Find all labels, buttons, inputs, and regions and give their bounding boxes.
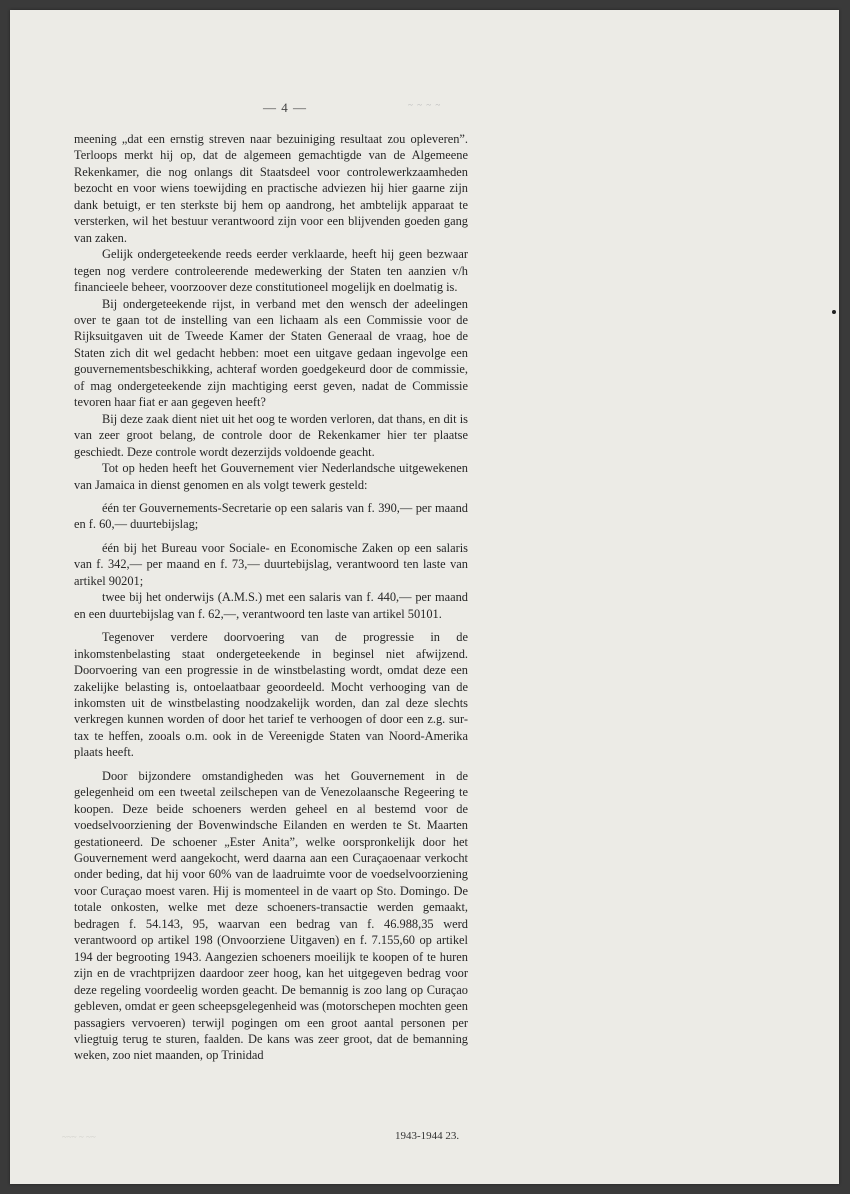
paragraph: Tot op heden heeft het Gouvernement vier Nederlandsche uitgewekenen van Jamaica in dienst genomen en als volgt tewerk gesteld: (74, 461, 468, 492)
list-item: twee bij het onderwijs (A.M.S.) met een salaris van f. 440,— per maand en een duurtebijslag van f. 62,—, verantwoord ten laste van artikel 50101. (74, 590, 468, 621)
body-text (74, 131, 468, 1064)
bleed-through-mark: ~~~ ~ ~~ (62, 1132, 96, 1142)
bleed-through-mark: ~ ~ ~ ~ (408, 100, 442, 110)
paragraph: Gelijk ondergeteekende reeds eerder verklaarde, heeft hij geen bezwaar tegen nog verdere controleerende medewerking der Staten ten aanzien v/h financieele beheer, voorzoover deze constitutioneel mogelijk en doelmatig is. (74, 247, 468, 295)
document-page (10, 10, 839, 1184)
paragraph: Door bijzondere omstandigheden was het Gouvernement in de gelegenheid om een tweetal zeilschepen van de Venezolaansche Regeering te koopen. Deze beide schoeners werden geheel en al bestemd voor de voedselvoorziening der Bovenwindsche Eilanden en werden te St. Maarten gestationeerd. De schoener „Ester Anita”, welke oorspronkelijk door het Gouvernement werd aangekocht, werd daarna aan een Curaçaoenaar verkocht onder beding, dat hij voor 60% van de laadruimte voor de voedselvoorziening voor Curaçao moest varen. Hij is momenteel in de vaart op Sto. Domingo. De totale onkosten, welke met deze schoeners-transactie werden gemaakt, bedragen f. 54.143, 95, waarvan een bedrag van f. 46.988,35 werd verantwoord op artikel 198 (Onvoorziene Uitgaven) en f. 7.155,60 op artikel 194 der begrooting 1943. Aangezien schoeners moeilijk te koopen of te huren zijn en de vrachtprijzen daardoor zeer hoog, kan het uitgegeven bedrag voor deze regeling voordeelig worden geacht. De bemannig is zoo lang op Curaçao gebleven, omdat er geen scheepsgelegenheid was (motorschepen mochten geen passagiers vervoeren) terwijl pogingen om een groot aantal personen per vliegtuig terug te sturen, faalden. De kans was zeer groot, dat de bemanning weken, zoo niet maanden, op Trinidad (74, 768, 468, 1063)
page-number: — 4 — (263, 100, 307, 115)
punch-mark (832, 310, 836, 314)
paragraph: Tegenover verdere doorvoering van de progressie in de inkomstenbelasting staat ondergeteekende in beginsel niet afwijzend. Doorvoering van een progressie in de winstbelasting wordt, omdat deze een zakelijke belasting is, ontoelaatbaar geoordeeld. Mocht verhooging van de inkomsten uit de winstbelasting noodzakelijk worden, dan zal deze slechts verkregen kunnen worden of door het tarief te verhoogen of door een z.g. sur-tax te heffen, zooals o.m. ook in de Vereenigde Staten van Noord-Amerika plaats heeft. (74, 630, 468, 760)
paragraph: Bij ondergeteekende rijst, in verband met den wensch der adeelingen over te gaan tot de instelling van een lichaam als een Commissie voor de Rijksuitgaven uit de Tweede Kamer der Staten Generaal de vraag, hoe de Staten zich dit wel gedacht hebben: moet een uitgave gedaan ingevolge een gouvernementsbeschikking, achteraf worden goedgekeurd door de commissie, of mag ondergeteekende zijn machtiging eerst geven, nadat de Commissie tevoren haar fiat er aan gegeven heeft? (74, 296, 468, 410)
page-code: 1943-1944 23. (395, 1130, 460, 1142)
paragraph: Bij deze zaak dient niet uit het oog te worden verloren, dat thans, en dit is van zeer groot belang, de controle door de Rekenkamer hier ter plaatse geschiedt. Deze controle wordt dezerzijds voldoende geacht. (74, 411, 468, 459)
paragraph: meening „dat een ernstig streven naar bezuiniging resultaat zou opleveren”. Terloops merkt hij op, dat de algemeen gemachtigde van de Algemeene Rekenkamer, die nog onlangs dit Staatsdeel voor controlewerkzaamheden bezocht en voor wiens toewijding en practische adviezen hij hier gaarne zijn dank betuigt, er ten sterkste bij hem op aandrong, het ambtelijk apparaat te versterken, wil het bestuur verantwoord zijn voor een blijvenden goeden gang van zaken. (74, 132, 468, 245)
list-item: één ter Gouvernements-Secretarie op een salaris van f. 390,— per maand en f. 60,— duurtebijslag; (74, 500, 468, 532)
list-item: één bij het Bureau voor Sociale- en Economische Zaken op een salaris van f. 342,— per maand en f. 73,— duurtebijslag, verantwoord ten laste van artikel 90201; (74, 540, 468, 588)
